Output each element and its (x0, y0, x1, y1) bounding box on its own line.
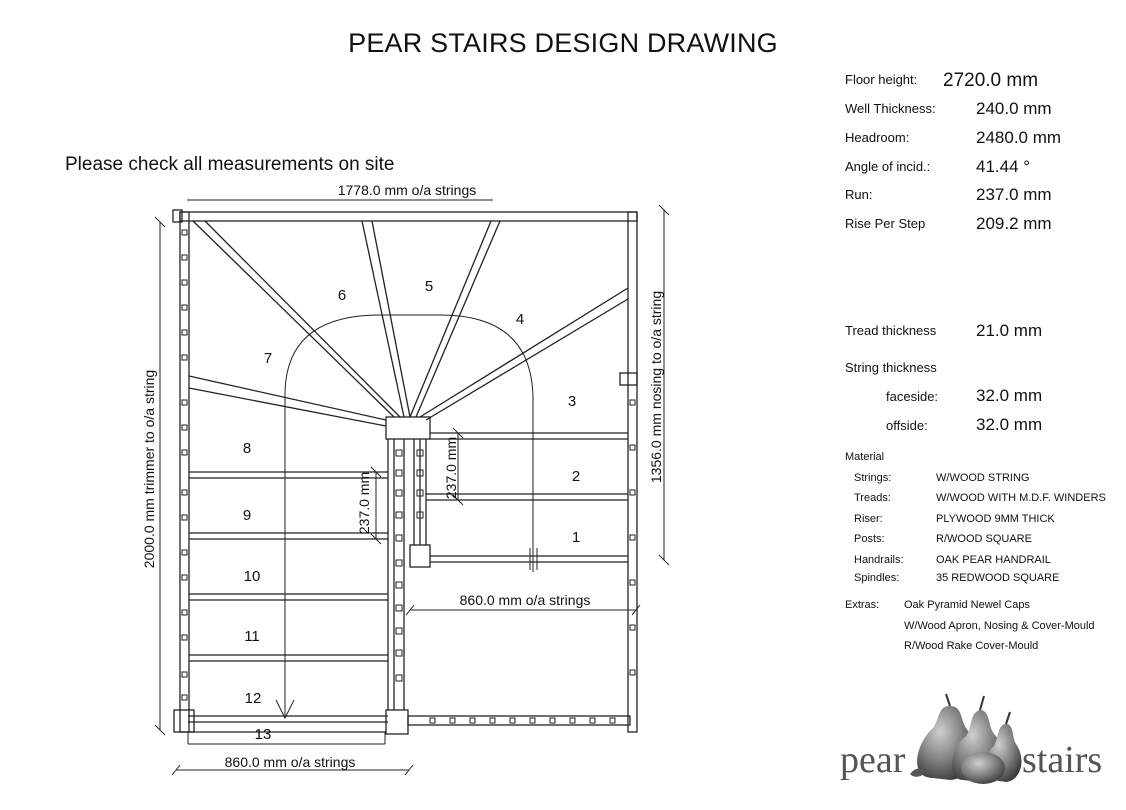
drawing-title: PEAR STAIRS DESIGN DRAWING (348, 28, 778, 58)
spindle-marks (182, 230, 635, 723)
faceside-label: faceside: (886, 389, 939, 404)
spec-label: Headroom: (845, 130, 910, 145)
string-label: String thickness (845, 360, 937, 375)
walkline (285, 315, 533, 718)
material-value: PLYWOOD 9MM THICK (936, 513, 1055, 525)
spec-value: 237.0 mm (976, 185, 1052, 204)
step-number: 6 (337, 287, 347, 304)
bottom-left-post (174, 710, 194, 732)
spec-label: Well Thickness: (845, 101, 936, 116)
logo-word-stairs: stairs (1022, 739, 1103, 781)
spec-label: Angle of incid.: (845, 159, 931, 174)
pear-icon (910, 694, 1021, 784)
extras-item: Oak Pyramid Newel Caps (904, 599, 1030, 611)
step-number: 4 (515, 311, 525, 328)
step-number: 13 (254, 726, 272, 743)
step-number: 9 (242, 507, 252, 524)
site-check-note: Please check all measurements on site (65, 154, 395, 175)
logo-word-pear: pear (840, 739, 906, 781)
material-value: 35 REDWOOD SQUARE (936, 572, 1060, 584)
dim-inner-width: 860.0 mm o/a strings (459, 592, 591, 608)
dim-right-height: 1356.0 mm nosing to o/a string (648, 290, 664, 484)
step-number: 1 (571, 529, 581, 546)
top-string (180, 212, 637, 221)
dim-bottom-width: 860.0 mm o/a strings (224, 754, 356, 770)
material-value: R/WOOD SQUARE (936, 533, 1032, 545)
material-label: Handrails: (854, 554, 904, 566)
spec-label: Run: (845, 187, 873, 202)
step-number: 10 (243, 568, 261, 585)
spec-value: 2720.0 mm (943, 70, 1039, 91)
dim-top-width: 1778.0 mm o/a strings (337, 182, 477, 198)
step-number: 11 (244, 628, 260, 645)
material-value: OAK PEAR HANDRAIL (936, 554, 1051, 566)
central-newel (386, 417, 430, 439)
step-number: 8 (242, 440, 252, 457)
extras-label: Extras: (845, 599, 880, 611)
material-label: Posts: (854, 533, 885, 545)
material-heading: Material (845, 451, 885, 463)
extras-item: R/Wood Rake Cover-Mould (904, 640, 1039, 652)
step-numbers (243, 278, 580, 743)
dim-going-left: 237.0 mm (356, 471, 372, 535)
dim-going-right: 237.0 mm (443, 436, 459, 500)
step-number: 3 (567, 393, 577, 410)
step-number: 12 (244, 690, 262, 707)
extras-item: W/Wood Apron, Nosing & Cover-Mould (904, 620, 1095, 632)
material-value: W/WOOD WITH M.D.F. WINDERS (936, 492, 1106, 504)
step-number: 7 (263, 350, 273, 367)
material-label: Riser: (854, 513, 883, 525)
material-label: Treads: (854, 492, 891, 504)
spec-value: 41.44 ° (976, 157, 1031, 176)
spec-label: Rise Per Step (845, 216, 926, 231)
spec-label: Floor height: (845, 72, 918, 87)
material-label: Strings: (854, 472, 892, 484)
left-string (180, 212, 189, 732)
step-number: 5 (424, 278, 434, 295)
offside-label: offside: (886, 418, 928, 433)
offside-value: 32.0 mm (976, 415, 1043, 434)
spec-value: 209.2 mm (976, 214, 1052, 233)
step-number: 2 (571, 468, 581, 485)
tread-label: Tread thickness (845, 323, 937, 338)
spec-value: 2480.0 mm (976, 128, 1062, 147)
spec-value: 240.0 mm (976, 99, 1052, 118)
right-string (628, 212, 637, 732)
tread-value: 21.0 mm (976, 321, 1043, 340)
material-value: W/WOOD STRING (936, 472, 1030, 484)
faceside-value: 32.0 mm (976, 386, 1043, 405)
winder-lines (189, 221, 628, 426)
pear-stairs-logo (838, 688, 1108, 788)
dim-left-height: 2000.0 mm trimmer to o/a string (141, 369, 157, 569)
landing-post (410, 545, 430, 567)
inner-newel-bottom (386, 710, 408, 734)
material-label: Spindles: (854, 572, 900, 584)
